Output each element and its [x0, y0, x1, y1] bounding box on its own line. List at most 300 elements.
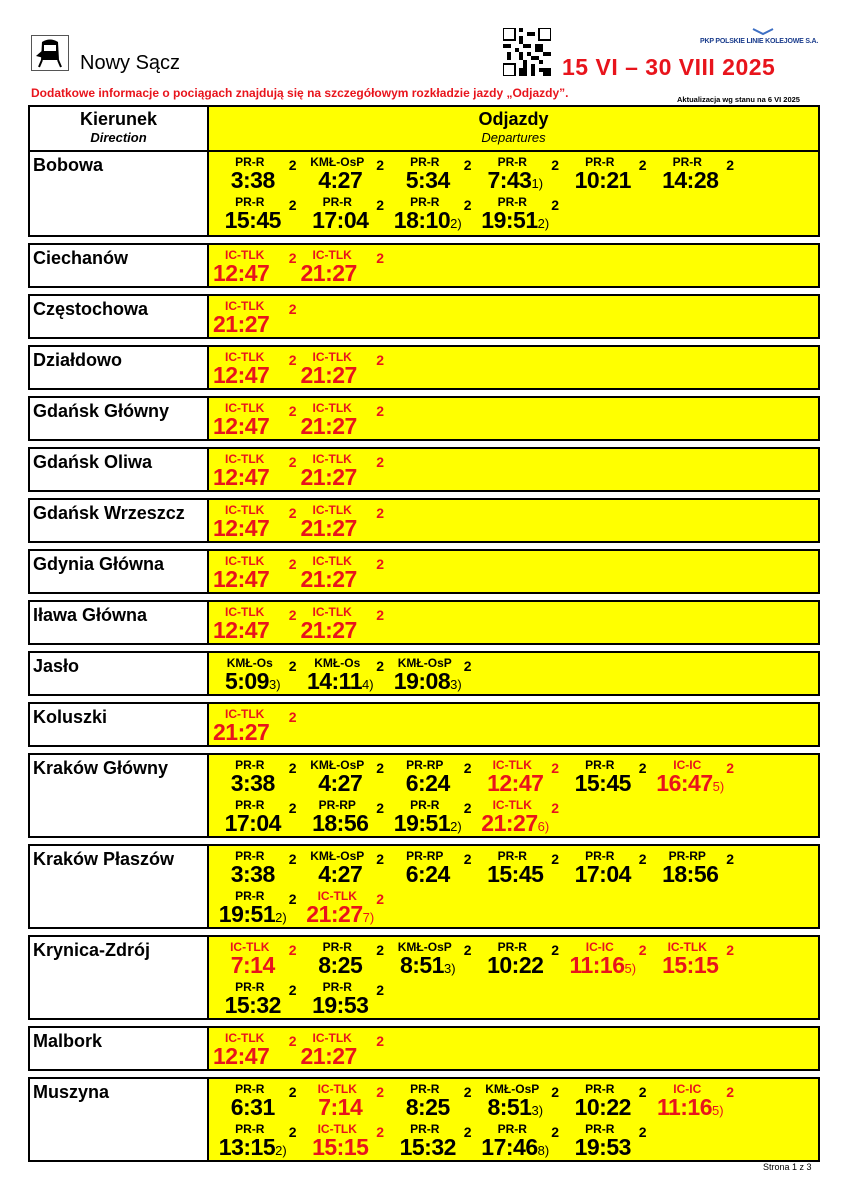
departure-item [388, 756, 476, 796]
travel-class: 2 [551, 157, 559, 173]
departures-header [209, 107, 818, 150]
time-value: 7:14 [230, 952, 275, 978]
departure-item [213, 654, 301, 694]
travel-class: 2 [288, 454, 297, 470]
departure-time [213, 362, 293, 389]
time-value: 8:25 [318, 952, 363, 978]
train-category: PR-R [672, 155, 702, 169]
time-value: 7:43 [487, 167, 532, 193]
departure-item [301, 348, 389, 388]
travel-class: 2 [376, 800, 384, 816]
train-category: PR-R [585, 1082, 615, 1096]
travel-class: 2 [288, 982, 297, 998]
time-value: 21:27 [300, 260, 357, 286]
departure-time [476, 952, 556, 979]
travel-class: 2 [288, 1124, 297, 1140]
train-category: IC-TLK [225, 707, 265, 721]
departure-item [301, 1080, 389, 1120]
time-value: 4:27 [318, 770, 363, 796]
departure-time [213, 464, 293, 491]
travel-class: 2 [551, 1124, 559, 1140]
travel-class: 2 [463, 800, 472, 816]
departure-item [301, 450, 389, 490]
time-value: 12:47 [213, 464, 270, 490]
time-value: 21:27 [300, 515, 357, 541]
departure-item [388, 654, 476, 694]
time-value: 7:14 [318, 1094, 363, 1120]
train-category: PR-R [410, 195, 440, 209]
departure-item [388, 847, 476, 887]
direction-name: Gdynia Główna [30, 551, 209, 592]
travel-class: 2 [638, 851, 647, 867]
departure-time [213, 810, 293, 837]
travel-class: 2 [376, 403, 384, 419]
time-value: 19:08 [393, 668, 451, 694]
travel-class: 2 [288, 800, 297, 816]
departure-item [651, 938, 739, 978]
departure-time [301, 167, 381, 194]
departure-time [651, 861, 731, 888]
train-category: IC-TLK [312, 605, 352, 619]
departure-item [213, 1080, 301, 1120]
departure-time [213, 207, 293, 234]
footnote-mark: 3) [450, 677, 462, 692]
departure-time [301, 413, 381, 440]
train-category: PR-R [497, 195, 527, 209]
travel-class: 2 [551, 851, 559, 867]
direction-name: Gdańsk Główny [30, 398, 209, 439]
departure-time [301, 362, 381, 389]
departure-item [213, 938, 301, 978]
time-value: 12:47 [487, 770, 544, 796]
departure-item [388, 938, 476, 978]
train-category: KMŁ-OsP [397, 656, 452, 670]
departure-time [388, 770, 468, 797]
departure-time [476, 1134, 556, 1161]
time-value: 12:47 [213, 566, 270, 592]
departure-time [388, 668, 468, 695]
train-category: PR-R [410, 798, 440, 812]
footnote-mark: 7) [362, 910, 375, 925]
direction-name: Muszyna [30, 1079, 209, 1160]
train-category: PR-R [235, 1082, 265, 1096]
table-row [28, 753, 820, 838]
departure-item [213, 246, 301, 286]
train-category: IC-IC [673, 758, 702, 772]
train-category: PR-R [497, 155, 527, 169]
departure-item [301, 193, 389, 233]
departure-time [213, 1134, 293, 1161]
travel-class: 2 [463, 1124, 472, 1140]
travel-class: 2 [376, 658, 384, 674]
departures-header-en: Departures [481, 130, 546, 145]
travel-class: 2 [376, 250, 384, 266]
table-row [28, 396, 820, 441]
departure-time [388, 952, 468, 979]
departure-time [388, 1134, 468, 1161]
time-value: 21:27 [300, 1043, 357, 1069]
time-value: 8:25 [405, 1094, 450, 1120]
station-name: Nowy Sącz [80, 52, 181, 74]
qr-code[interactable] [503, 28, 551, 76]
departure-item [476, 938, 564, 978]
departure-item [301, 796, 389, 836]
train-category: IC-TLK [225, 1031, 265, 1045]
time-value: 12:47 [213, 413, 270, 439]
train-category: KMŁ-Os [226, 656, 273, 670]
time-value: 17:04 [574, 861, 631, 887]
travel-class: 2 [376, 556, 384, 572]
direction-name: Ciechanów [30, 245, 209, 286]
departure-time [301, 901, 381, 928]
departure-time [213, 719, 293, 746]
direction-name: Gdańsk Wrzeszcz [30, 500, 209, 541]
table-row [28, 600, 820, 645]
time-value: 15:45 [224, 207, 281, 233]
travel-class: 2 [463, 658, 472, 674]
departures-header-pl: Odjazdy [478, 109, 549, 129]
departure-item [213, 153, 301, 193]
departure-item [213, 193, 301, 233]
time-value: 15:45 [574, 770, 631, 796]
train-category: PR-RP [318, 798, 356, 812]
travel-class: 2 [288, 352, 297, 368]
departure-time [213, 668, 293, 695]
departure-time [301, 260, 381, 287]
train-category: KMŁ-OsP [485, 1082, 540, 1096]
pkp-logo-icon [752, 28, 774, 36]
time-value: 4:27 [318, 167, 363, 193]
train-category: IC-TLK [312, 1031, 352, 1045]
time-value: 21:27 [300, 566, 357, 592]
departure-time [213, 260, 293, 287]
time-value: 10:21 [574, 167, 631, 193]
departure-item [213, 978, 301, 1018]
train-category: PR-R [235, 798, 265, 812]
travel-class: 2 [376, 942, 384, 958]
departure-item [388, 1120, 476, 1160]
time-value: 10:22 [574, 1094, 631, 1120]
departure-time [563, 167, 643, 194]
train-category: KMŁ-OsP [310, 849, 365, 863]
departures-list [209, 398, 818, 439]
departure-item [476, 847, 564, 887]
departure-item [301, 246, 389, 286]
departure-time [301, 1043, 381, 1070]
departures-list [209, 245, 818, 286]
departure-item [388, 1080, 476, 1120]
operator-name: PKP POLSKIE LINIE KOLEJOWE S.A. [700, 38, 819, 45]
travel-class: 2 [551, 800, 559, 816]
time-value: 15:45 [487, 861, 544, 887]
departure-item [213, 796, 301, 836]
departures-list [209, 449, 818, 490]
train-category: PR-R [585, 1122, 615, 1136]
departures-list [209, 347, 818, 388]
time-value: 13:15 [218, 1134, 276, 1160]
travel-class: 2 [288, 301, 297, 317]
time-value: 11:16 [569, 952, 625, 978]
time-value: 21:27 [300, 464, 357, 490]
departure-item [563, 153, 651, 193]
travel-class: 2 [551, 942, 559, 958]
train-category: PR-R [585, 758, 615, 772]
train-category: KMŁ-OsP [397, 940, 452, 954]
departures-list [209, 653, 818, 694]
departures-list [209, 551, 818, 592]
footnote-mark: 4) [362, 677, 374, 692]
departure-time [301, 566, 381, 593]
time-value: 18:56 [312, 810, 369, 836]
departure-item [476, 153, 564, 193]
departure-item [213, 552, 301, 592]
direction-name: Krynica-Zdrój [30, 937, 209, 1018]
train-category: PR-R [410, 1082, 440, 1096]
travel-class: 2 [376, 505, 384, 521]
departure-item [301, 887, 389, 927]
time-value: 6:24 [405, 861, 450, 887]
footnote-mark: 8) [537, 1143, 550, 1158]
train-category: PR-R [322, 940, 352, 954]
direction-name: Częstochowa [30, 296, 209, 337]
departure-time [651, 167, 731, 194]
departure-item [213, 297, 301, 337]
departures-table [28, 105, 820, 1168]
train-category: KMŁ-OsP [310, 758, 365, 772]
time-value: 5:34 [405, 167, 450, 193]
time-value: 8:51 [487, 1094, 532, 1120]
train-category: PR-R [235, 758, 265, 772]
departure-item [301, 552, 389, 592]
time-value: 17:04 [312, 207, 369, 233]
departure-time [476, 861, 556, 888]
departure-time [563, 1094, 643, 1121]
table-row [28, 447, 820, 492]
travel-class: 2 [288, 658, 297, 674]
travel-class: 2 [726, 157, 734, 173]
table-row [28, 651, 820, 696]
departure-time [476, 770, 556, 797]
footnote-mark: 3) [531, 1103, 544, 1118]
travel-class: 2 [638, 760, 647, 776]
time-value: 21:27 [300, 362, 357, 388]
direction-name: Koluszki [30, 704, 209, 745]
table-row [28, 294, 820, 339]
departure-item [301, 399, 389, 439]
time-value: 3:38 [230, 167, 275, 193]
travel-class: 2 [376, 760, 384, 776]
train-category: IC-TLK [312, 452, 352, 466]
table-row [28, 844, 820, 929]
train-category: PR-R [585, 155, 615, 169]
departure-item [213, 348, 301, 388]
departure-item [651, 1080, 739, 1120]
departure-time [301, 1134, 381, 1161]
departures-list [209, 937, 818, 1018]
time-value: 5:09 [224, 668, 269, 694]
footnote-mark: 2) [537, 216, 550, 231]
train-category: IC-TLK [312, 503, 352, 517]
train-category: PR-R [585, 849, 615, 863]
train-category: IC-TLK [317, 889, 357, 903]
departure-time [388, 861, 468, 888]
direction-name: Kraków Płaszów [30, 846, 209, 927]
travel-class: 2 [726, 942, 734, 958]
train-category: PR-R [497, 849, 527, 863]
page-number: Strona 1 z 3 [763, 1162, 812, 1172]
time-value: 8:51 [399, 952, 444, 978]
time-value: 15:32 [399, 1134, 456, 1160]
table-row [28, 702, 820, 747]
departure-time [213, 901, 293, 928]
time-value: 21:27 [300, 413, 357, 439]
time-value: 15:15 [662, 952, 719, 978]
footnote-mark: 6) [537, 819, 550, 834]
time-value: 12:47 [213, 515, 270, 541]
departure-time [651, 952, 731, 979]
footnote-mark: 2) [450, 819, 462, 834]
time-value: 6:31 [230, 1094, 275, 1120]
departure-time [563, 1134, 643, 1161]
footnote-mark: 5) [624, 961, 637, 976]
departure-time [301, 992, 381, 1019]
train-category: IC-TLK [492, 798, 532, 812]
travel-class: 2 [288, 1033, 297, 1049]
train-logo-icon [31, 35, 69, 71]
direction-name: Malbork [30, 1028, 209, 1069]
departure-item [388, 193, 476, 233]
table-row [28, 549, 820, 594]
departure-item [213, 1029, 301, 1069]
train-category: IC-TLK [225, 248, 265, 262]
departure-time [301, 810, 381, 837]
departure-time [563, 952, 643, 979]
time-value: 15:32 [224, 992, 281, 1018]
departure-time [213, 770, 293, 797]
train-category: KMŁ-Os [314, 656, 361, 670]
departure-time [388, 810, 468, 837]
time-value: 21:27 [306, 901, 363, 927]
departure-item [563, 938, 651, 978]
departure-time [213, 617, 293, 644]
train-category: IC-TLK [225, 299, 265, 313]
departures-list [209, 846, 818, 927]
time-value: 16:47 [656, 770, 713, 796]
departure-time [301, 952, 381, 979]
departure-item [213, 1120, 301, 1160]
departure-item [213, 847, 301, 887]
departure-time [301, 861, 381, 888]
departure-time [388, 167, 468, 194]
time-value: 19:53 [574, 1134, 631, 1160]
departure-time [213, 992, 293, 1019]
departure-time [651, 770, 731, 797]
travel-class: 2 [376, 157, 384, 173]
train-category: IC-IC [673, 1082, 702, 1096]
time-value: 10:22 [487, 952, 544, 978]
departure-time [476, 167, 556, 194]
departure-item [301, 654, 389, 694]
travel-class: 2 [463, 157, 472, 173]
departure-item [301, 603, 389, 643]
departure-item [563, 847, 651, 887]
travel-class: 2 [288, 556, 297, 572]
departure-item [213, 399, 301, 439]
travel-class: 2 [288, 760, 297, 776]
departure-time [213, 1043, 293, 1070]
footnote-mark: 2) [450, 216, 462, 231]
direction-header-en: Direction [90, 130, 147, 145]
table-header [28, 105, 820, 152]
train-category: IC-TLK [225, 401, 265, 415]
departure-time [213, 167, 293, 194]
travel-class: 2 [463, 942, 472, 958]
departure-time [301, 770, 381, 797]
direction-name: Bobowa [30, 152, 209, 235]
departure-item [301, 847, 389, 887]
departure-item [476, 193, 564, 233]
validity-period: 15 VI – 30 VIII 2025 [562, 54, 776, 80]
travel-class: 2 [638, 1084, 647, 1100]
train-category: IC-TLK [667, 940, 707, 954]
travel-class: 2 [288, 942, 297, 958]
travel-class: 2 [288, 891, 297, 907]
departure-item [388, 796, 476, 836]
table-row [28, 152, 820, 237]
departure-time [213, 413, 293, 440]
travel-class: 2 [726, 1084, 734, 1100]
time-value: 21:27 [300, 617, 357, 643]
travel-class: 2 [638, 942, 647, 958]
travel-class: 2 [551, 1084, 559, 1100]
train-category: IC-IC [585, 940, 614, 954]
table-row [28, 345, 820, 390]
departure-time [213, 1094, 293, 1121]
departure-item [476, 1120, 564, 1160]
departure-item [213, 887, 301, 927]
travel-class: 2 [376, 454, 384, 470]
footnote-mark: 2) [275, 1143, 287, 1158]
departure-item [563, 756, 651, 796]
departure-item [213, 705, 301, 745]
time-value: 12:47 [213, 1043, 270, 1069]
travel-class: 2 [376, 607, 384, 623]
travel-class: 2 [376, 1033, 384, 1049]
departure-item [476, 796, 564, 836]
train-category: PR-R [235, 849, 265, 863]
travel-class: 2 [288, 250, 297, 266]
train-category: PR-R [235, 889, 265, 903]
departure-time [301, 515, 381, 542]
time-value: 17:46 [481, 1134, 538, 1160]
update-note: Aktualizacja wg stanu na 6 VI 2025 [677, 95, 800, 104]
departure-item [213, 603, 301, 643]
departure-item [651, 756, 739, 796]
time-value: 15:15 [312, 1134, 369, 1160]
travel-class: 2 [376, 982, 384, 998]
footnote-mark: 5) [712, 1103, 724, 1118]
departures-list [209, 1028, 818, 1069]
table-row [28, 1026, 820, 1071]
time-value: 21:27 [481, 810, 538, 836]
travel-class: 2 [463, 760, 472, 776]
departure-time [301, 1094, 381, 1121]
direction-name: Gdańsk Oliwa [30, 449, 209, 490]
train-category: IC-TLK [312, 554, 352, 568]
departure-item [301, 501, 389, 541]
time-value: 12:47 [213, 617, 270, 643]
time-value: 12:47 [213, 260, 270, 286]
